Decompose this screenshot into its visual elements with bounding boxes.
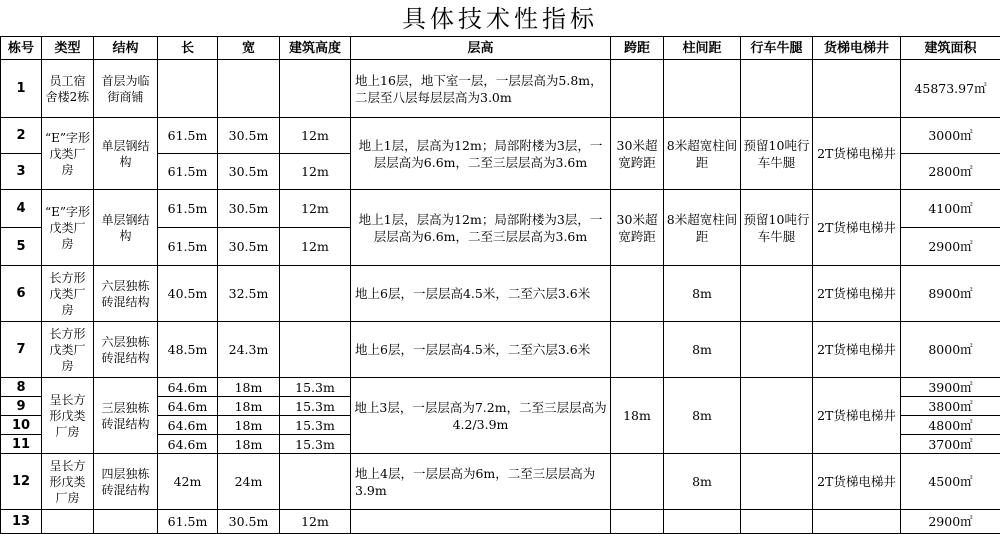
header-cell: 建筑面积 [901, 37, 1000, 60]
span-cell [611, 322, 664, 378]
height-cell [280, 454, 351, 510]
elevator-cell: 2T货梯电梯井 [813, 322, 901, 378]
table-row [1, 510, 1000, 534]
header-cell: 建筑高度 [280, 37, 351, 60]
column-spacing-cell [664, 510, 741, 534]
elevator-cell: 2T货梯电梯井 [813, 118, 901, 190]
height-cell: 15.3m [280, 397, 351, 416]
area-cell: 2900㎡ [901, 510, 1000, 534]
column-spacing-cell: 8m [664, 454, 741, 510]
building-no: 3 [1, 154, 42, 190]
column-spacing-cell: 8米超宽柱间距 [664, 118, 741, 190]
length-cell: 61.5m [158, 118, 218, 154]
area-cell: 45873.97㎡ [901, 60, 1000, 118]
column-spacing-cell: 8m [664, 322, 741, 378]
building-no: 5 [1, 228, 42, 266]
area-cell: 3900㎡ [901, 378, 1000, 397]
crane-beam-cell [741, 60, 813, 118]
width-cell: 18m [218, 435, 280, 454]
type-cell: 呈长方形戊类厂房 [42, 454, 94, 510]
area-cell: 2800㎡ [901, 154, 1000, 190]
floor-height-cell: 地上16层，地下室一层，一层层高为5.8m，二层至八层每层层高为3.0m [351, 60, 611, 118]
floor-height-cell: 地上1层，层高为12m；局部附楼为3层，一层层高为6.6m，二至三层层高为3.6m [351, 118, 611, 190]
table-row [1, 60, 1000, 118]
header-cell: 层高 [351, 37, 611, 60]
spec-table [0, 36, 1000, 534]
floor-height-cell: 地上1层，层高为12m；局部附楼为3层，一层层高为6.6m，二至三层层高为3.6m [351, 190, 611, 266]
crane-beam-cell [741, 378, 813, 454]
height-cell: 15.3m [280, 378, 351, 397]
structure-cell [94, 510, 158, 534]
area-cell: 3700㎡ [901, 435, 1000, 454]
width-cell: 24.3m [218, 322, 280, 378]
building-no: 8 [1, 378, 42, 397]
building-no: 12 [1, 454, 42, 510]
length-cell: 64.6m [158, 378, 218, 397]
width-cell: 18m [218, 416, 280, 435]
structure-cell: 首层为临街商铺 [94, 60, 158, 118]
structure-cell: 三层独栋砖混结构 [94, 378, 158, 454]
area-cell: 4100㎡ [901, 190, 1000, 228]
area-cell: 2900㎡ [901, 228, 1000, 266]
structure-cell: 单层钢结构 [94, 118, 158, 190]
building-no: 1 [1, 60, 42, 118]
type-cell: “E”字形戊类厂房 [42, 190, 94, 266]
width-cell: 32.5m [218, 266, 280, 322]
building-no: 10 [1, 416, 42, 435]
header-cell: 行车牛腿 [741, 37, 813, 60]
elevator-cell: 2T货梯电梯井 [813, 454, 901, 510]
width-cell: 30.5m [218, 154, 280, 190]
building-no: 2 [1, 118, 42, 154]
crane-beam-cell [741, 322, 813, 378]
area-cell: 3000㎡ [901, 118, 1000, 154]
floor-height-cell: 地上4层，一层层高为6m，二至三层层高为3.9m [351, 454, 611, 510]
height-cell: 12m [280, 510, 351, 534]
header-cell: 宽 [218, 37, 280, 60]
table-row [1, 266, 1000, 322]
floor-height-cell: 地上6层，一层层高4.5米，二至六层3.6米 [351, 266, 611, 322]
crane-beam-cell [741, 266, 813, 322]
structure-cell: 四层独栋砖混结构 [94, 454, 158, 510]
building-no: 13 [1, 510, 42, 534]
width-cell: 18m [218, 397, 280, 416]
length-cell: 40.5m [158, 266, 218, 322]
table-row [1, 190, 1000, 228]
structure-cell: 六层独栋砖混结构 [94, 266, 158, 322]
length-cell: 64.6m [158, 416, 218, 435]
column-spacing-cell: 8m [664, 378, 741, 454]
elevator-cell [813, 510, 901, 534]
height-cell: 15.3m [280, 435, 351, 454]
table-row [1, 118, 1000, 154]
header-cell: 结构 [94, 37, 158, 60]
header-cell: 柱间距 [664, 37, 741, 60]
length-cell [158, 60, 218, 118]
width-cell: 30.5m [218, 228, 280, 266]
floor-height-cell [351, 510, 611, 534]
length-cell: 61.5m [158, 228, 218, 266]
header-cell: 货梯电梯井 [813, 37, 901, 60]
length-cell: 42m [158, 454, 218, 510]
table-row [1, 454, 1000, 510]
height-cell: 12m [280, 154, 351, 190]
table-row [1, 322, 1000, 378]
column-spacing-cell [664, 60, 741, 118]
height-cell [280, 322, 351, 378]
width-cell: 24m [218, 454, 280, 510]
height-cell [280, 60, 351, 118]
header-cell: 栋号 [1, 37, 42, 60]
building-no: 6 [1, 266, 42, 322]
floor-height-cell: 地上3层，一层层高为7.2m，二至三层层高为4.2/3.9m [351, 378, 611, 454]
height-cell: 12m [280, 190, 351, 228]
crane-beam-cell [741, 510, 813, 534]
building-no: 4 [1, 190, 42, 228]
header-cell: 跨距 [611, 37, 664, 60]
elevator-cell: 2T货梯电梯井 [813, 266, 901, 322]
area-cell: 4500㎡ [901, 454, 1000, 510]
area-cell: 4800㎡ [901, 416, 1000, 435]
height-cell [280, 266, 351, 322]
building-no: 7 [1, 322, 42, 378]
width-cell: 30.5m [218, 190, 280, 228]
length-cell: 61.5m [158, 154, 218, 190]
area-cell: 8000㎡ [901, 322, 1000, 378]
type-cell [42, 510, 94, 534]
crane-beam-cell [741, 454, 813, 510]
width-cell: 18m [218, 378, 280, 397]
structure-cell: 单层钢结构 [94, 190, 158, 266]
header-cell: 长 [158, 37, 218, 60]
header-cell: 类型 [42, 37, 94, 60]
elevator-cell: 2T货梯电梯井 [813, 378, 901, 454]
area-cell: 8900㎡ [901, 266, 1000, 322]
elevator-cell [813, 60, 901, 118]
span-cell: 30米超宽跨距 [611, 118, 664, 190]
column-spacing-cell: 8m [664, 266, 741, 322]
span-cell [611, 266, 664, 322]
width-cell: 30.5m [218, 118, 280, 154]
span-cell [611, 60, 664, 118]
type-cell: 员工宿舍楼2栋 [42, 60, 94, 118]
height-cell: 12m [280, 118, 351, 154]
span-cell: 18m [611, 378, 664, 454]
length-cell: 64.6m [158, 435, 218, 454]
length-cell: 61.5m [158, 190, 218, 228]
floor-height-cell: 地上6层，一层层高4.5米，二至六层3.6米 [351, 322, 611, 378]
type-cell: 长方形戊类厂房 [42, 266, 94, 322]
type-cell: 呈长方形戊类厂房 [42, 378, 94, 454]
crane-beam-cell: 预留10吨行车牛腿 [741, 190, 813, 266]
length-cell: 61.5m [158, 510, 218, 534]
area-cell: 3800㎡ [901, 397, 1000, 416]
width-cell: 30.5m [218, 510, 280, 534]
header-row [1, 37, 1000, 60]
span-cell [611, 510, 664, 534]
length-cell: 48.5m [158, 322, 218, 378]
length-cell: 64.6m [158, 397, 218, 416]
height-cell: 15.3m [280, 416, 351, 435]
span-cell: 30米超宽跨距 [611, 190, 664, 266]
structure-cell: 六层独栋砖混结构 [94, 322, 158, 378]
type-cell: “E”字形戊类厂房 [42, 118, 94, 190]
table-row [1, 378, 1000, 397]
height-cell: 12m [280, 228, 351, 266]
building-no: 9 [1, 397, 42, 416]
span-cell [611, 454, 664, 510]
width-cell [218, 60, 280, 118]
crane-beam-cell: 预留10吨行车牛腿 [741, 118, 813, 190]
elevator-cell: 2T货梯电梯井 [813, 190, 901, 266]
column-spacing-cell: 8米超宽柱间距 [664, 190, 741, 266]
page-title: 具体技术性指标 [0, 0, 1000, 38]
type-cell: 长方形戊类厂房 [42, 322, 94, 378]
building-no: 11 [1, 435, 42, 454]
